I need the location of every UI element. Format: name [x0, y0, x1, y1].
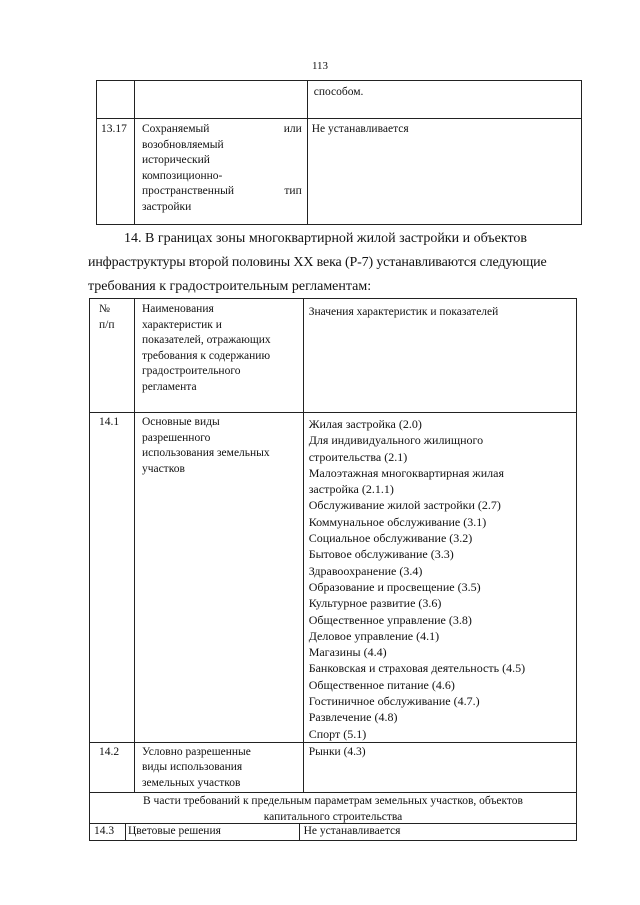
table-cell	[134, 119, 307, 225]
table-cell	[90, 742, 135, 792]
table-continuation	[96, 80, 582, 225]
name-line: возобновляемый	[141, 138, 224, 151]
table-cell	[307, 81, 581, 119]
table-cell	[90, 824, 126, 841]
name-line: Сохраняемый или	[141, 123, 302, 135]
row-number: 14.1	[99, 416, 120, 428]
list-item: Спорт (5.1)	[308, 726, 367, 741]
table-cell	[125, 824, 299, 841]
table-requirements	[89, 298, 577, 793]
row-number: 14.2	[99, 745, 120, 758]
list-item: Для индивидуального жилищного	[308, 433, 484, 448]
list-item: Гостиничное обслуживание (4.7.)	[308, 694, 480, 709]
table-cell	[303, 299, 576, 413]
row-name: Цветовые решения	[127, 825, 221, 837]
list-item: Банковская и страховая деятельность (4.5)	[308, 661, 526, 676]
table-cell	[97, 81, 135, 119]
table-cell	[303, 413, 576, 743]
list-item: Магазины (4.4)	[308, 645, 387, 660]
table-cell	[90, 413, 135, 743]
table-cell	[134, 742, 303, 792]
section-row-line: капитального строительства	[263, 810, 403, 823]
paragraph-line: 14. В границах зоны многоквартирной жилой застройки и объектов	[124, 231, 527, 246]
name-line: пространственный тип	[141, 185, 302, 197]
page-number: 113	[311, 60, 329, 72]
header-number: № п/п	[99, 303, 115, 331]
paragraph-line: инфраструктуры второй половины XX века (Р-7) устанавливаются следующие	[88, 255, 547, 270]
permitted-uses-list	[304, 413, 576, 742]
list-item: Культурное развитие (3.6)	[308, 596, 442, 611]
table-cell	[134, 81, 307, 119]
list-item: Развлечение (4.8)	[308, 710, 398, 725]
list-item: Жилая застройка (2.0)	[308, 417, 422, 431]
header-name: Наименования характеристик и показателей, отражающих требования к содержанию градостроительного регламента	[141, 303, 271, 393]
section-row-border-left	[89, 792, 90, 824]
row-name: Основные виды разрешенного использования земельных участков	[141, 416, 270, 475]
table-cell	[134, 413, 303, 743]
list-item: Образование и просвещение (3.5)	[308, 579, 481, 594]
table-colour-row	[89, 823, 577, 841]
table-row	[97, 81, 582, 119]
table-row	[90, 742, 577, 792]
list-item: застройка (2.1.1)	[308, 482, 394, 497]
paragraph-line: требования к градостроительным регламентам:	[88, 279, 372, 294]
list-item: Малоэтажная многоквартирная жилая	[308, 465, 504, 480]
table-header-row	[90, 299, 577, 413]
name-line: исторический	[141, 154, 210, 166]
list-item: Общественное управление (3.8)	[308, 612, 472, 627]
table-cell	[307, 119, 581, 225]
table-cell	[97, 119, 135, 225]
list-item: Общественное питание (4.6)	[308, 677, 455, 692]
list-item: Деловое управление (4.1)	[308, 628, 440, 643]
row-number: 14.3	[94, 825, 115, 837]
table-cell	[303, 742, 576, 792]
row-number: 13.17	[101, 123, 127, 135]
list-item: Социальное обслуживание (3.2)	[308, 531, 473, 546]
list-item: Бытовое обслуживание (3.3)	[308, 547, 454, 562]
table-row	[90, 824, 577, 841]
table-row	[90, 413, 577, 743]
table-cell	[134, 299, 303, 413]
section-row-line: В части требований к предельным параметрам земельных участков, объектов	[143, 795, 523, 807]
list-item: строительства (2.1)	[308, 449, 408, 464]
list-item: Здравоохранение (3.4)	[308, 563, 423, 578]
section-row-border-right	[576, 792, 577, 824]
name-line: композиционно-	[141, 169, 223, 182]
list-item: Обслуживание жилой застройки (2.7)	[308, 498, 501, 513]
table-row	[97, 119, 582, 225]
name-line: застройки	[141, 200, 192, 213]
list-item: Коммунальное обслуживание (3.1)	[308, 514, 487, 529]
cell-value: Рынки (4.3)	[308, 745, 366, 758]
header-value: Значения характеристик и показателей	[308, 306, 499, 318]
table-cell	[299, 824, 576, 841]
cell-value: Не устанавливается	[311, 123, 409, 135]
cell-value: способом.	[313, 86, 364, 98]
row-name	[135, 119, 307, 215]
section-row	[89, 792, 577, 825]
row-name: Условно разрешенные виды использования земельных участков	[141, 745, 251, 789]
table-cell	[90, 299, 135, 413]
cell-value: Не устанавливается	[303, 825, 401, 837]
